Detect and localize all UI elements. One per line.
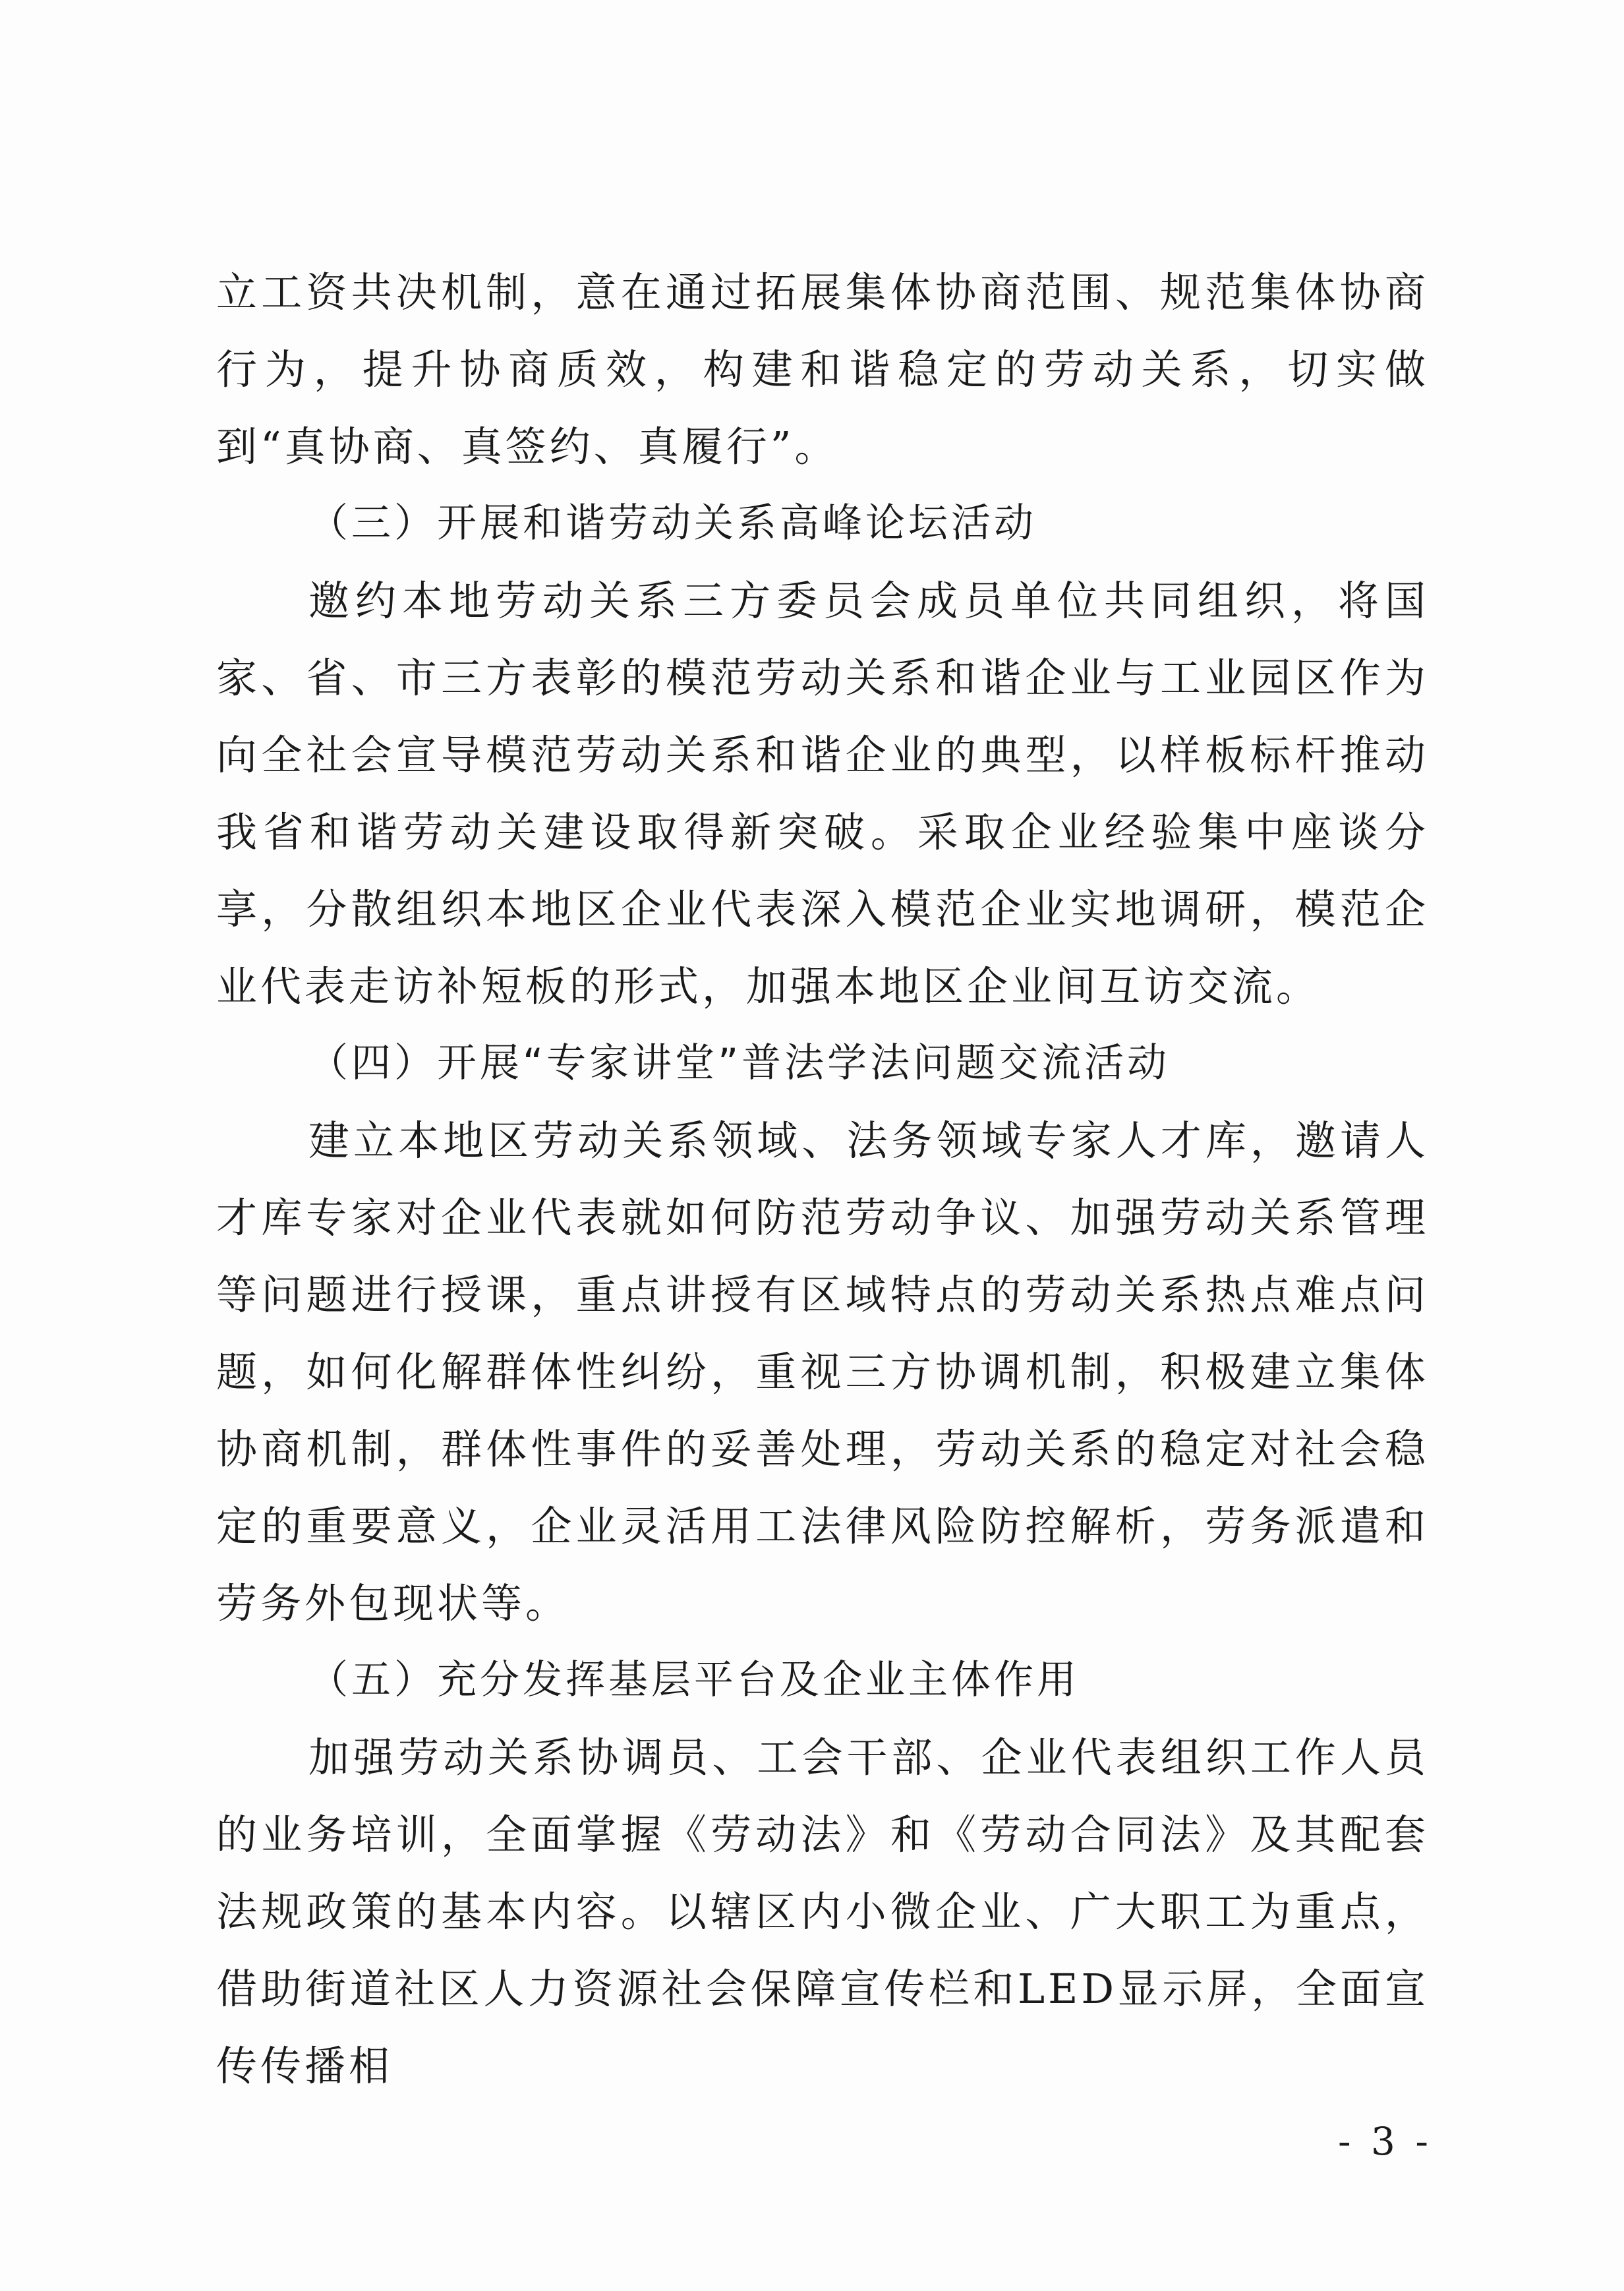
section-heading-4: （四）开展“专家讲堂”普法学法问题交流活动 <box>308 1040 1171 1086</box>
section-heading-5: （五）充分发挥基层平台及企业主体作用 <box>308 1657 1080 1703</box>
paragraph-section-3: 邀约本地劳动关系三方委员会成员单位共同组织，将国家、省、市三方表彰的模范劳动关系和谐企业与工业园区作为向全社会宣导模范劳动关系和谐企业的典型，以样板标杆推动我省和谐劳动关建设取得新突破。采取企业经验集中座谈分享，分散组织本地区企业代表深入模范企业实地调研，模范企业代表走访补短板的形式，加强本地区企业间互访交流。 <box>216 577 1429 1010</box>
paragraph-section-4: 建立本地区劳动关系领域、法务领域专家人才库，邀请人才库专家对企业代表就如何防范劳动争议、加强劳动关系管理等问题进行授课，重点讲授有区域特点的劳动关系热点难点问题，如何化解群体性纠纷，重视三方协调机制，积极建立集体协商机制，群体性事件的妥善处理，劳动关系的稳定对社会稳定的重要意义，企业灵活用工法律风险防控解析，劳务派遣和劳务外包现状等。 <box>216 1116 1429 1627</box>
page-number: - 3 - <box>1338 2119 1432 2164</box>
document-body <box>216 254 1429 2104</box>
paragraph-section-5: 加强劳动关系协调员、工会干部、企业代表组织工作人员的业务培训，全面掌握《劳动法》和《劳动合同法》及其配套法规政策的基本内容。以辖区内小微企业、广大职工为重点，借助街道社区人力资源社会保障宣传栏和LED显示屏，全面宣传传播相 <box>216 1733 1429 2090</box>
paragraph-continued: 立工资共决机制，意在通过拓展集体协商范围、规范集体协商行为，提升协商质效，构建和谐稳定的劳动关系，切实做到“真协商、真签约、真履行”。 <box>216 268 1429 471</box>
section-heading-3: （三）开展和谐劳动关系高峰论坛活动 <box>308 500 1037 546</box>
